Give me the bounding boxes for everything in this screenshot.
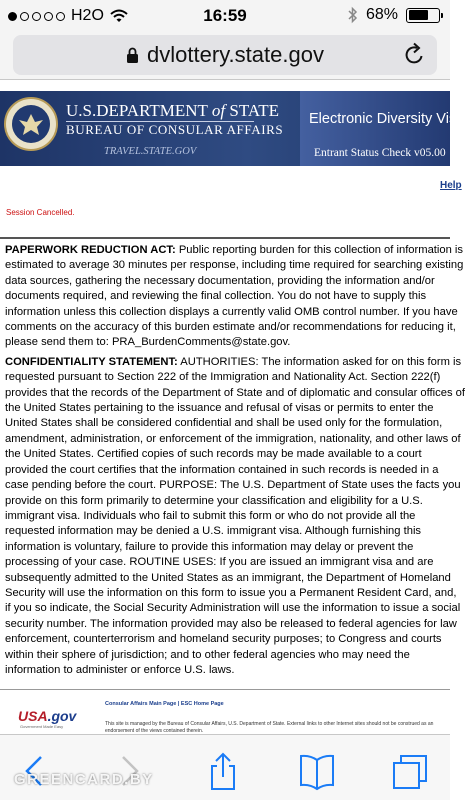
paperwork-reduction-paragraph: PAPERWORK REDUCTION ACT: Public reporting burden for this collection of information is estimated to average 30 minutes per response, including time required for searching existing data sources, gathering the necessary documentation, providing the information and/or documents required, and reviewing the final collection. You do not have to supply this information unless this collection displays a currently valid OMB control number. If you have comments on the accuracy of this burden estimate and/or recommendations for reducing it, please send them to: PRA_BurdenComments@state.gov. <box>5 244 464 349</box>
department-seal-icon <box>4 97 58 151</box>
header-banner <box>0 91 465 166</box>
url-text: dvlottery.state.gov <box>147 42 324 67</box>
usa-gov-logo[interactable]: USA.gov <box>18 708 77 724</box>
footer-disclaimer: This site is managed by the Bureau of Consular Affairs, U.S. Department of State. External links to other Internet sites should not be construed as an endorsement of the views contained therein. <box>105 721 434 734</box>
battery-icon <box>406 8 440 23</box>
share-icon[interactable] <box>203 751 243 791</box>
browser-address-bar <box>0 30 450 80</box>
browser-toolbar <box>0 734 450 800</box>
consular-affairs-main-link[interactable]: Consular Affairs Main Page <box>105 701 177 707</box>
footer-divider <box>0 689 450 690</box>
help-link[interactable]: Help <box>440 180 462 191</box>
status-time: 16:59 <box>203 6 247 25</box>
section-divider <box>0 237 450 239</box>
reload-icon[interactable] <box>403 42 425 66</box>
lock-icon <box>126 47 139 64</box>
web-page <box>0 80 465 734</box>
confidentiality-paragraph: CONFIDENTIALITY STATEMENT: AUTHORITIES: The information asked for on this form is requested pursuant to Section 222 of the Immigration and Nationality Act. Section 222(f) provides that the records of the Department of State and of diplomatic and consular offices of the United States pertaining to the issuance and refusal of visas or permits to enter the United States shall be considered confidential and shall be used only for the formulation, amendment, administration, or enforcement of the immigration, nationality, and other laws of the United States. Certified copies of such records may be made available to a court provided the court certifies that the information contained in such records is needed in a case pending before the court. PURPOSE: The U.S. Department of State uses the facts you provide on this form primarily to determine your classification and eligibility for a U.S. immigrant visa. Individuals who fail to submit this form or who do not provide all the requested information may be denied a U.S. immigrant visa. Although furnishing this information is voluntary, failure to provide this information may delay or prevent the processing of your case. ROUTINE USES: If you are issued an immigrant visa and are subsequently admitted to the United States as an immigrant, the Department of Homeland Security will use the information on this form to issue you a Permanent Resident Card, and, if you so indicate, the Social Security Administration will use the information to issue a social security number. The information provided may also be released to federal agencies for law enforcement, counterterrorism and homeland security purposes; to Congress and courts within their sphere of jurisdiction; and to other federal agencies who may need the information to administer or enforce U.S. laws. <box>5 355 465 676</box>
application-title: Electronic Diversity Visa <box>309 111 465 127</box>
battery-percentage: 68% <box>365 6 398 23</box>
bookmarks-icon[interactable] <box>297 751 337 791</box>
legal-statements <box>5 243 465 682</box>
status-bar <box>0 0 450 30</box>
watermark: GREENCARD.BY <box>14 771 154 788</box>
tabs-icon[interactable] <box>390 751 430 791</box>
session-message: Session Cancelled. <box>6 208 75 217</box>
application-version: Entrant Status Check v05.00 <box>314 147 446 159</box>
esc-home-link[interactable]: ESC Home Page <box>180 701 224 707</box>
usa-gov-tagline: Government Made Easy <box>20 724 64 729</box>
travel-link[interactable]: TRAVEL.STATE.GOV <box>104 146 197 157</box>
carrier-name: H2O <box>71 7 104 24</box>
department-name: U.S.DEPARTMENT of STATE <box>66 101 279 120</box>
url-field[interactable] <box>13 35 437 75</box>
bureau-name: BUREAU OF CONSULAR AFFAIRS <box>66 122 284 137</box>
bluetooth-icon <box>348 7 358 23</box>
footer-links: Consular Affairs Main Page | ESC Home Page <box>105 701 224 707</box>
